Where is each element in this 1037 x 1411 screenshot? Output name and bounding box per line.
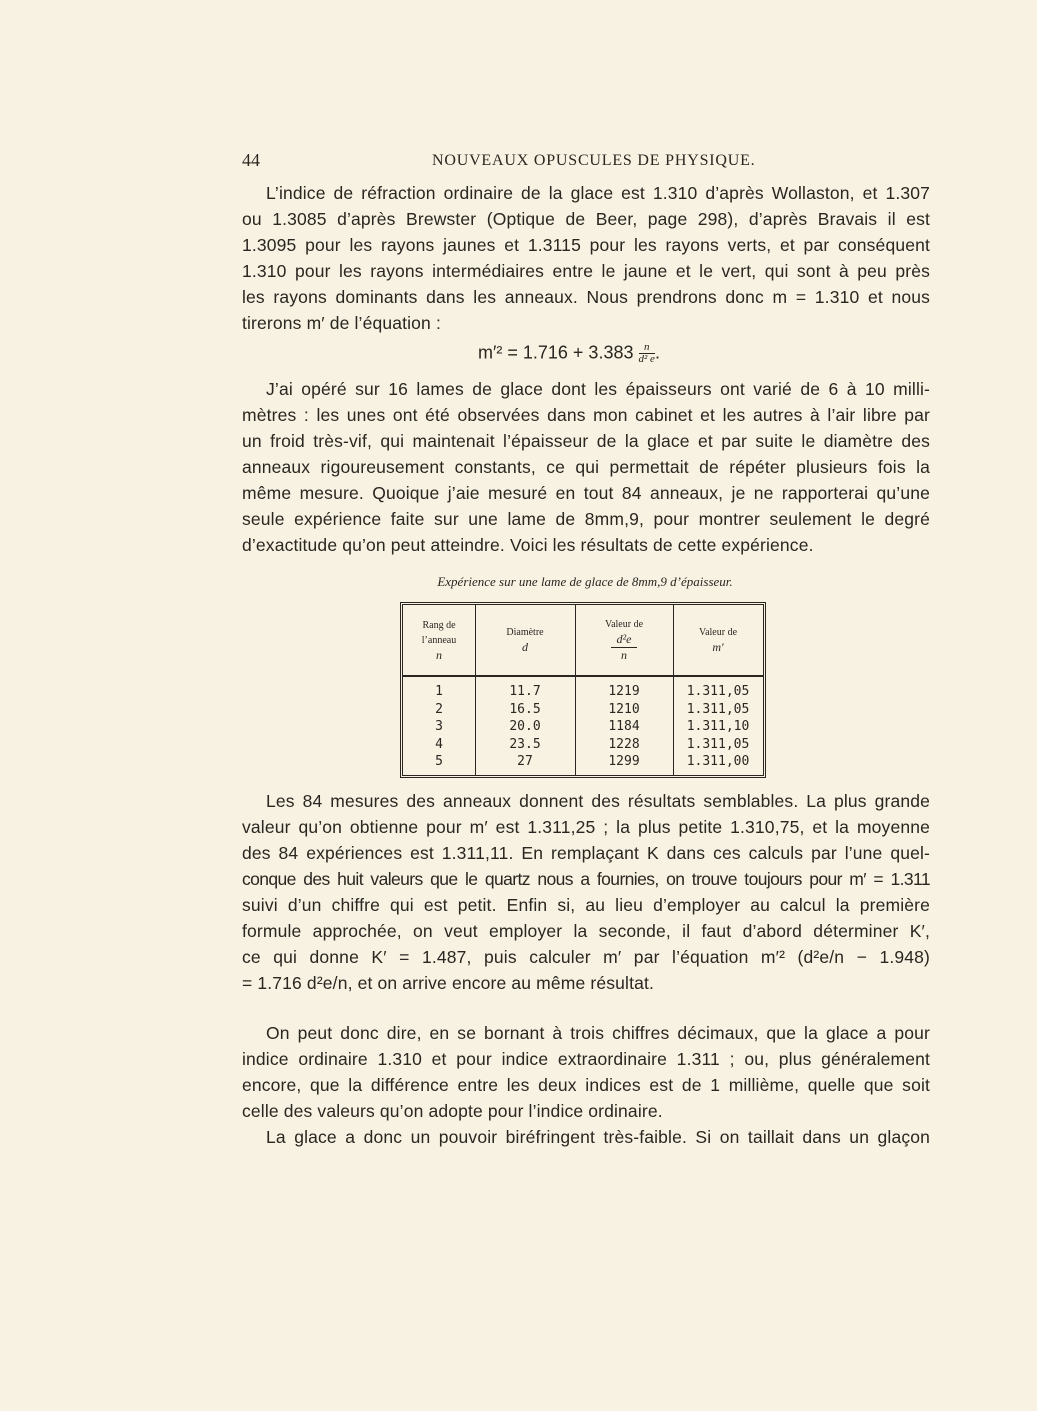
results-table [400,602,766,778]
table-cell: 3 [435,719,443,734]
text-line: même mesure. Quoique j’aie mesuré en tout 84 anneaux, je ne rapporterai qu’une [242,483,930,503]
text-line: 1.310 pour les rayons intermédiaires entre le jaune et le vert, qui sont à peu près [242,261,930,281]
table-cell: 1.311,05 [686,736,750,752]
table-cell: 1.311,00 [686,754,750,769]
column-diametre [475,683,575,771]
table-cell: 1.311,10 [686,719,750,734]
table-cell: 1 [435,684,443,699]
header-rang [403,605,475,675]
text-line: Les 84 mesures des anneaux donnent des résultats semblables. La plus grande [266,791,930,811]
header-text: Valeur de [604,619,644,630]
page-number: 44 [242,150,260,170]
header-text: l’anneau [421,634,457,646]
text-line: tirerons m′ de l’équation : [242,313,441,333]
text-line: valeur qu’on obtienne pour m′ est 1.311,25 ; la plus petite 1.310,75, et la moyenne [242,817,930,837]
text-line: = 1.716 d²e/n, et on arrive encore au même résultat. [242,973,654,993]
running-title: NOUVEAUX OPUSCULES DE PHYSIQUE. [432,152,756,169]
fraction-numerator: n [639,342,655,354]
header-numerator: d²e [611,632,638,648]
text-line: un froid très-vif, qui maintenait l’épaisseur de la glace et par suite le diamètre des [242,431,930,451]
table-cell: 20.0 [509,719,541,734]
table-cell: 1299 [608,754,640,769]
equation-end: . [654,342,660,363]
header-text: Rang de [422,619,456,631]
header-symbol: d [522,640,528,654]
text-line: celle des valeurs qu’on adopte pour l’indice ordinaire. [242,1101,663,1121]
header-denominator: n [621,648,627,662]
running-header [242,150,930,174]
text-line: d’exactitude qu’on peut atteindre. Voici les résultats de cette expérience. [242,535,814,555]
table-cell: 16.5 [509,701,541,717]
text-line: La glace a donc un pouvoir biréfringent très-faible. Si on taillait dans un glaçon [266,1127,930,1147]
text-line: 1.3095 pour les rayons jaunes et 1.3115 pour les rayons verts, et par conséquent [242,235,930,255]
equation [478,342,660,365]
column-valeur-m [673,683,763,771]
column-rang [403,683,475,771]
header-text: Diamètre [506,627,544,638]
paragraph-experiment [242,376,930,558]
text-line: suivi d’un chiffre qui est petit. Enfin si, au lieu d’employer au calcul la première [242,895,930,915]
text-line: formule approchée, on veut employer la seconde, il faut d’abord déterminer K′, [242,921,930,941]
equation-lhs: m′² = 1.716 + 3.383 [478,342,634,363]
header-valeur-m [673,605,763,675]
paragraph-refraction-index [242,180,930,336]
paragraph-conclusion [242,1020,930,1150]
text-line: ce qui donne K′ = 1.487, puis calculer m′ par l’équation m′² (d²e/n − 1.948) [242,947,930,967]
text-line: des 84 expériences est 1.311,11. En remplaçant K dans ces calculs par l’une quel- [242,843,930,863]
text-line: On peut donc dire, en se bornant à trois chiffres décimaux, que la glace a pour [266,1023,930,1043]
text-line: les rayons dominants dans les anneaux. Nous prendrons donc m = 1.310 et nous [242,287,930,307]
table-cell: 5 [435,754,443,769]
table-cell: 1.311,05 [686,701,750,717]
table-cell: 23.5 [509,736,541,752]
table-cell: 11.7 [509,684,541,699]
equation-fraction [639,342,655,365]
table-cell: 4 [435,736,443,752]
text-line: anneaux rigoureusement constants, ce qui permettait de répéter plusieurs fois la [242,457,930,477]
text-line: L’indice de réfraction ordinaire de la glace est 1.310 d’après Wollaston, et 1.307 [266,183,930,203]
text-line: conque des huit valeurs que le quartz nous a fournies, on trouve toujours pour m′ = 1.311 [242,869,930,889]
text-line: J’ai opéré sur 16 lames de glace dont les épaisseurs ont varié de 6 à 10 milli- [266,379,930,399]
column-valeur-d2e-n [575,683,673,771]
fraction-denominator: d² e [638,353,655,365]
table-cell: 1184 [608,719,640,734]
text-line: encore, que la différence entre les deux indices est de 1 millième, quelle que soit [242,1075,930,1095]
text-line: ou 1.3085 d’après Brewster (Optique de Beer, page 298), d’après Bravais il est [242,209,930,229]
table-cell: 1210 [608,701,640,717]
table-caption: Expérience sur une lame de glace de 8mm,9 d’épaisseur. [437,574,733,589]
header-diametre [475,605,575,675]
text-line: seule expérience faite sur une lame de 8mm,9, pour montrer seulement le degré [242,509,930,529]
table-cell: 2 [435,701,443,717]
header-valeur-d2e-n [575,605,673,675]
text-line: mètres : les unes ont été observées dans mon cabinet et les autres à l’air libre par [242,405,930,425]
table-cell: 1228 [608,736,640,752]
header-text: Valeur de [698,627,738,638]
table-cell: 1219 [608,684,640,699]
paragraph-results [242,788,930,996]
table-cell: 1.311,05 [686,684,750,699]
text-line: indice ordinaire 1.310 et pour indice extraordinaire 1.311 ; ou, plus généralement [242,1049,930,1069]
header-symbol: n [436,647,442,662]
header-symbol: m′ [712,640,724,654]
table-cell: 27 [517,754,533,769]
